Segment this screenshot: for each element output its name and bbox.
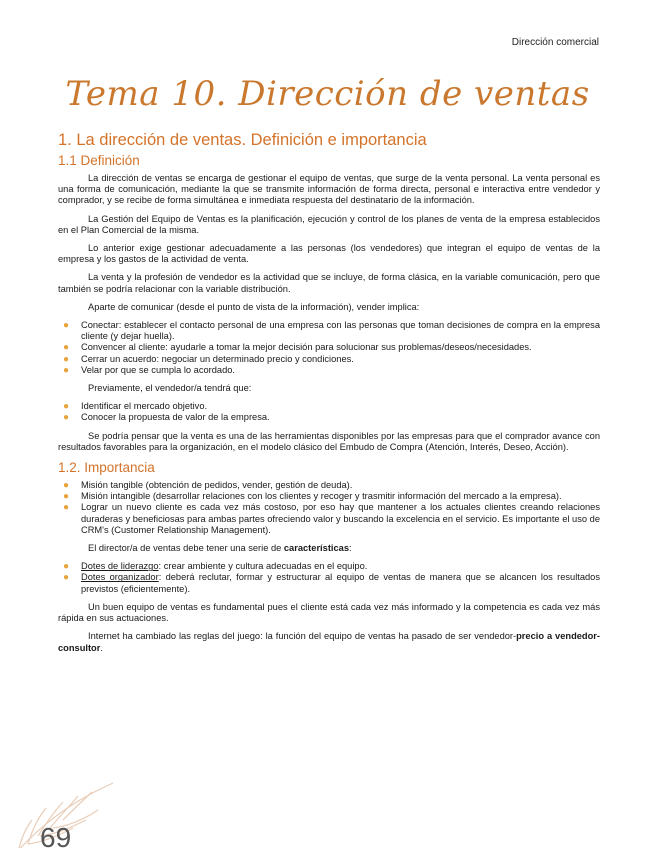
section-heading: 1. La dirección de ventas. Definición e importancia (58, 131, 427, 149)
paragraph: Lo anterior exige gestionar adecuadamente a las personas (los vendedores) que integran el equipo de ventas de la empresa y los gastos de la actividad de venta. (58, 243, 600, 265)
list-item: ● Cerrar un acuerdo: negociar un determinado precio y condiciones. (63, 353, 354, 365)
paragraph: Previamente, el vendedor/a tendrá que: (88, 383, 252, 394)
bullet-icon: ● (63, 364, 70, 376)
list-item: ● Convencer al cliente: ayudarle a tomar la mejor decisión para solucionar sus problemas/deseos/necesidades. (63, 342, 532, 354)
running-header: Dirección comercial (511, 37, 599, 48)
list-item: ● Misión intangible (desarrollar relaciones con los clientes y recoger y trasmitir información del mercado a la empresa). (63, 491, 562, 503)
bullet-icon: ● (63, 561, 70, 573)
list-item: ● Conectar: establecer el contacto personal de una empresa con las personas que toman decisiones de compra en la empresa cliente (y dejar huella). (63, 320, 600, 342)
list-item: ● Identificar el mercado objetivo. (63, 401, 208, 413)
paragraph: La venta y la profesión de vendedor es la actividad que se incluye, de forma clásica, en la variable comunicación, pero que también se podría relacionar con la variable distribución. (58, 272, 600, 294)
bullet-icon: ● (63, 491, 70, 503)
list-item: ● Lograr un nuevo cliente es cada vez más costoso, por eso hay que mantener a los actuales clientes creando relaciones duraderas y beneficiosas para ambas partes ofreciendo valor y buscando la excelencia en el servicio. Es importante el uso de CRM's (Customer Relationship Management). (63, 502, 600, 535)
paragraph: La dirección de ventas se encarga de gestionar el equipo de ventas, que surge de la venta personal. La venta personal es una forma de comunicación, mediante la que se transmite información de forma directa, personal e interactiva entre vendedor y comprador, y se recibe de forma simultánea e inmediata respuesta del destinatario de la información. (58, 173, 600, 206)
paragraph: Internet ha cambiado las reglas del juego: la función del equipo de ventas ha pasado de ser vendedor-precio a vendedor-consultor. (58, 631, 600, 653)
bullet-icon: ● (63, 480, 70, 492)
bullet-icon: ● (63, 572, 70, 584)
bullet-icon: ● (63, 342, 70, 354)
bullet-icon: ● (63, 320, 70, 332)
page-number: 69 (40, 822, 72, 848)
bullet-list (58, 320, 600, 376)
paragraph: Se podría pensar que la venta es una de las herramientas disponibles por las empresas para que el comprador avance con resultados favorables para la organización, en el modelo clásico del Embudo de Compra (Atención, Interés, Deseo, Acción). (58, 430, 600, 452)
list-item: ● Dotes organizador: deberá reclutar, formar y estructurar al equipo de ventas de manera que se alcancen los resultados previstos (eficientemente). (63, 572, 600, 594)
page-title: Tema 10. Dirección de ventas (65, 74, 590, 114)
paragraph: Un buen equipo de ventas es fundamental pues el cliente está cada vez más informado y la competencia es cada vez más rápida en sus actuaciones. (58, 601, 600, 624)
list-item: ● Velar por que se cumpla lo acordado. (63, 364, 236, 376)
main-content (58, 131, 600, 661)
list-item: ● Conocer la propuesta de valor de la empresa. (63, 412, 270, 424)
bullet-icon: ● (63, 353, 70, 365)
bullet-list (58, 561, 600, 595)
list-item: ● Dotes de liderazgo: crear ambiente y cultura adecuadas en el equipo. (63, 561, 368, 573)
subsection-heading-definicion: 1.1 Definición (58, 153, 140, 168)
bullet-icon: ● (63, 502, 70, 514)
bullet-list (58, 480, 600, 536)
paragraph: La Gestión del Equipo de Ventas es la planificación, ejecución y control de los planes de venta de la empresa establecidos en el Plan Comercial de la misma. (58, 213, 600, 235)
paragraph: Aparte de comunicar (desde el punto de vista de la información), vender implica: (88, 301, 420, 312)
bullet-icon: ● (63, 412, 70, 424)
paragraph: El director/a de ventas debe tener una serie de características: (88, 543, 352, 554)
bullet-icon: ● (63, 401, 70, 413)
list-item: ● Misión tangible (obtención de pedidos, vender, gestión de deuda). (63, 480, 353, 492)
bullet-list (58, 401, 600, 423)
subsection-heading-importancia: 1.2. Importancia (58, 460, 155, 476)
